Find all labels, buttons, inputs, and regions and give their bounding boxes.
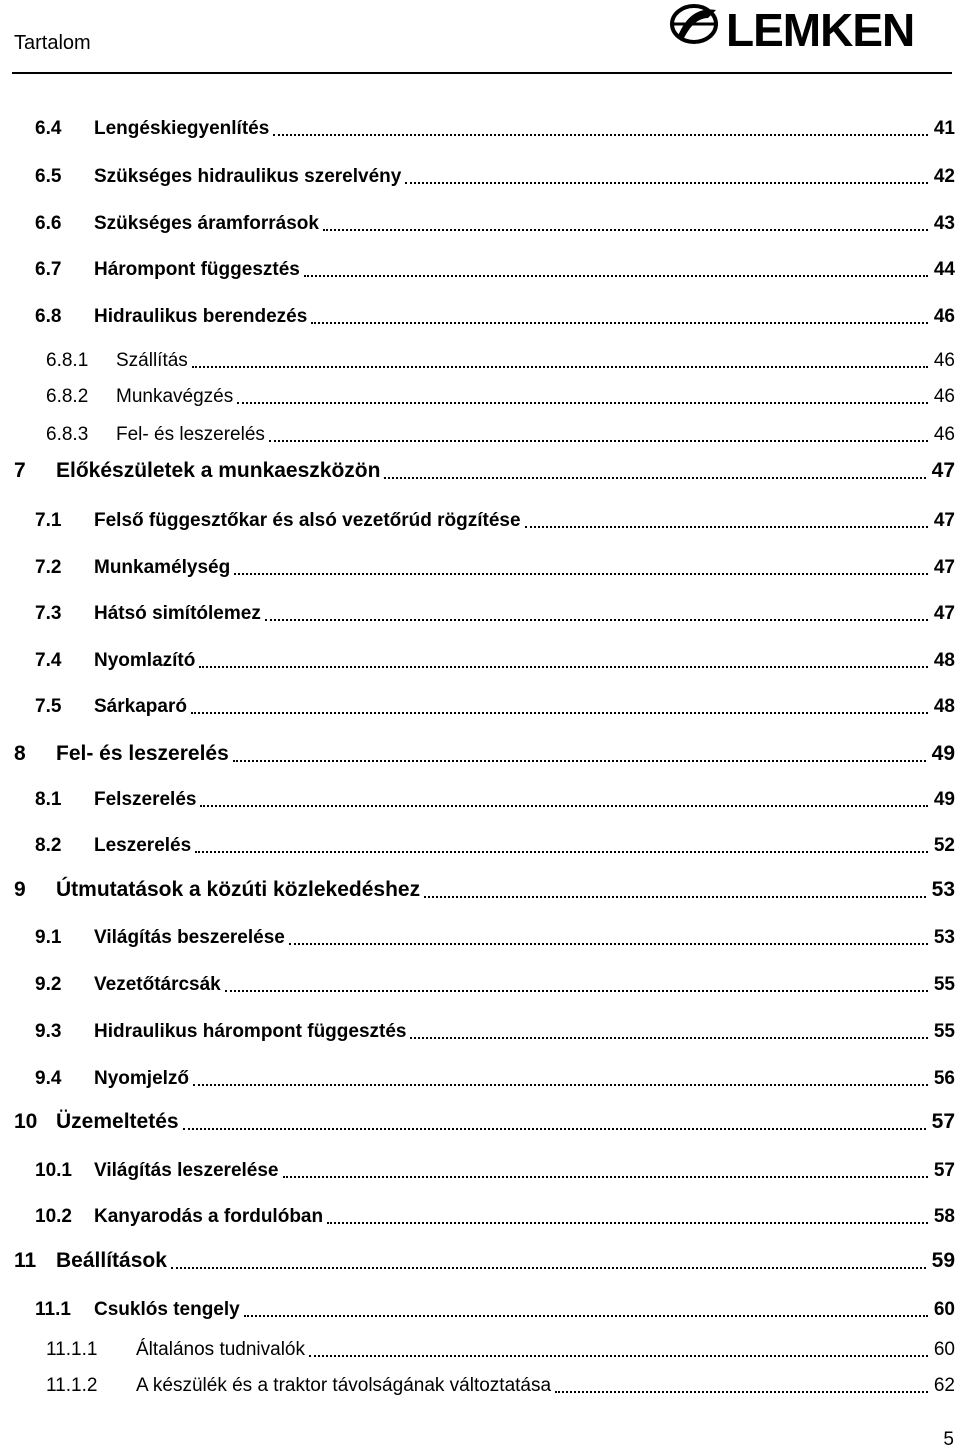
toc-entry-number: 7.2: [35, 557, 62, 578]
toc-entry-number: 8.2: [35, 835, 62, 856]
toc-entry-title: Nyomjelző: [94, 1068, 190, 1089]
toc-entry[interactable]: [0, 259, 960, 287]
toc-entry-page: 60: [933, 1339, 955, 1360]
toc-entry[interactable]: [0, 424, 960, 452]
toc-entry-title: Csuklós tengely: [94, 1299, 240, 1320]
toc-entry-number: 11: [14, 1249, 37, 1272]
toc-leader-dots: [192, 366, 928, 368]
toc-entry[interactable]: [0, 974, 960, 1002]
toc-entry[interactable]: [0, 927, 960, 955]
toc-entry-title: Felső függesztőkar és alsó vezetőrúd rögzítése: [94, 510, 521, 531]
toc-entry-number: 10.1: [35, 1160, 72, 1181]
toc-entry-page: 46: [933, 350, 955, 371]
toc-entry[interactable]: [0, 557, 960, 585]
page-number: 5: [943, 1429, 954, 1450]
toc-entry[interactable]: [0, 166, 960, 194]
toc-entry-page: 46: [933, 424, 955, 445]
toc-leader-dots: [405, 182, 928, 184]
toc-entry-number: 7.1: [35, 510, 62, 531]
toc-leader-dots: [234, 573, 928, 575]
toc-entry[interactable]: [0, 1160, 960, 1188]
toc-leader-dots: [171, 1267, 926, 1269]
toc-entry[interactable]: [0, 1068, 960, 1096]
toc-entry-page: 46: [933, 386, 955, 407]
toc-entry-number: 6.8.2: [46, 386, 89, 407]
toc-entry-number: 11.1.2: [46, 1375, 98, 1396]
toc-entry-number: 6.8.1: [46, 350, 89, 371]
toc-entry-title: Leszerelés: [94, 835, 192, 856]
toc-leader-dots: [283, 1176, 928, 1178]
toc-leader-dots: [269, 440, 928, 442]
toc-entry[interactable]: [0, 650, 960, 678]
toc-entry-title: Szükséges hidraulikus szerelvény: [94, 166, 402, 187]
toc-leader-dots: [244, 1315, 928, 1317]
lemken-logo: [668, 2, 950, 54]
toc-entry-page: 46: [933, 306, 955, 327]
toc-entry-page: 41: [933, 118, 955, 139]
toc-entry[interactable]: [0, 510, 960, 538]
toc-entry[interactable]: [0, 1206, 960, 1234]
toc-entry-title: Kanyarodás a fordulóban: [94, 1206, 324, 1227]
toc-leader-dots: [273, 134, 928, 136]
toc-entry[interactable]: [0, 306, 960, 334]
toc-entry-page: 57: [931, 1110, 955, 1133]
toc-leader-dots: [199, 666, 928, 668]
toc-leader-dots: [311, 322, 928, 324]
toc-entry-title: Sárkaparó: [94, 696, 187, 717]
toc-entry-page: 57: [933, 1160, 955, 1181]
toc-leader-dots: [410, 1037, 928, 1039]
toc-leader-dots: [323, 229, 928, 231]
toc-entry-number: 9.2: [35, 974, 62, 995]
toc-entry-page: 49: [931, 742, 955, 765]
toc-entry-number: 6.6: [35, 213, 62, 234]
toc-entry-number: 9.1: [35, 927, 62, 948]
toc-entry-number: 10: [14, 1110, 38, 1133]
toc-leader-dots: [191, 712, 928, 714]
toc-entry-page: 47: [933, 510, 955, 531]
toc-entry-title: Hátsó simítólemez: [94, 603, 261, 624]
toc-entry-page: 47: [933, 557, 955, 578]
toc-entry-page: 60: [933, 1299, 955, 1320]
header-divider: [12, 72, 952, 74]
toc-entry[interactable]: [0, 118, 960, 146]
toc-entry[interactable]: [0, 696, 960, 724]
toc-entry-number: 11.1: [35, 1299, 71, 1320]
toc-entry[interactable]: [0, 1021, 960, 1049]
toc-entry-page: 52: [933, 835, 955, 856]
page-title: Tartalom: [14, 32, 91, 54]
toc-entry-number: 8.1: [35, 789, 62, 810]
toc-leader-dots: [193, 1084, 928, 1086]
toc-entry-title: Szállítás: [116, 350, 188, 371]
toc-entry-page: 53: [933, 927, 955, 948]
toc-entry-page: 55: [933, 974, 955, 995]
toc-leader-dots: [265, 619, 928, 621]
lemken-logo-icon: [668, 2, 950, 54]
toc-leader-dots: [237, 402, 928, 404]
toc-entry-page: 55: [933, 1021, 955, 1042]
toc-entry-title: A készülék és a traktor távolságának változtatása: [136, 1375, 552, 1396]
toc-entry-number: 6.8: [35, 306, 62, 327]
toc-entry-page: 53: [931, 878, 955, 901]
toc-entry-title: Munkavégzés: [116, 386, 234, 407]
toc-leader-dots: [183, 1128, 926, 1130]
toc-leader-dots: [525, 526, 928, 528]
toc-entry[interactable]: [0, 742, 960, 770]
toc-entry[interactable]: [0, 835, 960, 863]
toc-entry-number: 6.5: [35, 166, 62, 187]
toc-leader-dots: [289, 943, 928, 945]
toc-entry[interactable]: [0, 1299, 960, 1327]
toc-entry-number: 9.4: [35, 1068, 62, 1089]
toc-entry[interactable]: [0, 1110, 960, 1138]
toc-entry-number: 7: [14, 459, 26, 482]
toc-entry-number: 9.3: [35, 1021, 62, 1042]
toc-entry-title: Hidraulikus berendezés: [94, 306, 308, 327]
toc-entry-title: Fel- és leszerelés: [116, 424, 265, 445]
toc-entry-title: Előkészületek a munkaeszközön: [56, 459, 381, 482]
toc-entry-number: 10.2: [35, 1206, 72, 1227]
toc-entry[interactable]: [0, 1375, 960, 1403]
toc-leader-dots: [309, 1355, 928, 1357]
toc-entry-title: Munkamélység: [94, 557, 231, 578]
svg-text:LEMKEN: LEMKEN: [726, 4, 915, 54]
toc-entry[interactable]: [0, 878, 960, 906]
toc-entry-number: 7.4: [35, 650, 62, 671]
toc-entry-title: Beállítások: [56, 1249, 167, 1272]
toc-entry-title: Útmutatások a közúti közlekedéshez: [56, 878, 421, 901]
toc-entry-page: 48: [933, 650, 955, 671]
toc-entry-title: Hárompont függesztés: [94, 259, 300, 280]
toc-entry-page: 59: [931, 1249, 955, 1272]
toc-entry-number: 7.5: [35, 696, 62, 717]
toc-entry-title: Szükséges áramforrások: [94, 213, 319, 234]
toc-entry-number: 11.1.1: [46, 1339, 98, 1360]
toc-leader-dots: [195, 851, 928, 853]
toc-entry-page: 47: [931, 459, 955, 482]
toc-entry-page: 58: [933, 1206, 955, 1227]
toc-leader-dots: [424, 896, 926, 898]
toc-entry[interactable]: [0, 386, 960, 414]
toc-entry-page: 62: [933, 1375, 955, 1396]
toc-leader-dots: [555, 1391, 928, 1393]
toc-entry-page: 49: [933, 789, 955, 810]
toc-entry-page: 44: [933, 259, 955, 280]
toc-entry[interactable]: [0, 1339, 960, 1367]
toc-entry-page: 48: [933, 696, 955, 717]
toc-entry[interactable]: [0, 459, 960, 487]
toc-entry-number: 6.7: [35, 259, 62, 280]
toc-entry-title: Nyomlazító: [94, 650, 196, 671]
toc-entry-title: Világítás leszerelése: [94, 1160, 279, 1181]
toc-entry[interactable]: [0, 789, 960, 817]
toc-entry-title: Hidraulikus hárompont függesztés: [94, 1021, 407, 1042]
toc-entry-page: 56: [933, 1068, 955, 1089]
toc-leader-dots: [225, 990, 928, 992]
toc-entry-number: 8: [14, 742, 26, 765]
toc-entry-title: Világítás beszerelése: [94, 927, 285, 948]
toc-entry-page: 47: [933, 603, 955, 624]
toc-entry-title: Fel- és leszerelés: [56, 742, 229, 765]
toc-entry-number: 6.4: [35, 118, 62, 139]
toc-entry[interactable]: [0, 350, 960, 378]
toc-leader-dots: [200, 805, 928, 807]
toc-leader-dots: [327, 1222, 928, 1224]
toc-entry-title: Vezetőtárcsák: [94, 974, 221, 995]
toc-entry[interactable]: [0, 1249, 960, 1277]
toc-leader-dots: [233, 760, 926, 762]
toc-entry-title: Üzemeltetés: [56, 1110, 179, 1133]
toc-entry-number: 6.8.3: [46, 424, 89, 445]
toc-entry-number: 7.3: [35, 603, 62, 624]
toc-leader-dots: [384, 477, 926, 479]
toc-entry-title: Lengéskiegyenlítés: [94, 118, 270, 139]
toc-entry-title: Felszerelés: [94, 789, 197, 810]
toc-entry[interactable]: [0, 603, 960, 631]
toc-entry-page: 43: [933, 213, 955, 234]
toc-entry-page: 42: [933, 166, 955, 187]
toc-entry-title: Általános tudnivalók: [136, 1339, 305, 1360]
toc-entry-number: 9: [14, 878, 26, 901]
toc-leader-dots: [304, 275, 928, 277]
toc-entry[interactable]: [0, 213, 960, 241]
